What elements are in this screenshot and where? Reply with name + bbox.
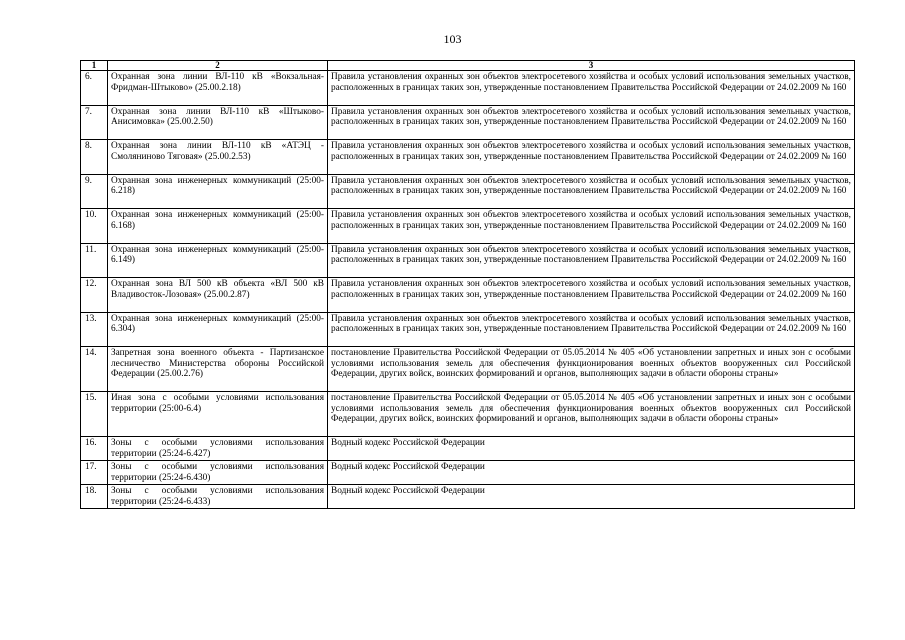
column-header-1: 1 [81, 61, 108, 71]
table-row [81, 347, 855, 392]
table-row [81, 278, 855, 313]
row-number: 8. [81, 140, 108, 175]
table-row [81, 140, 855, 175]
page-number: 103 [443, 32, 462, 46]
zone-name: Зоны с особыми условиями использования территории (25:24-6.433) [108, 485, 328, 509]
table-row [81, 174, 855, 209]
legal-basis: Правила установления охранных зон объектов электросетевого хозяйства и особых условий использования земельных участков, расположенных в границах таких зон, утвержденные постановлением Правительства Российской Федерации от 24.02.2009 № 160 [328, 312, 855, 347]
row-number: 13. [81, 312, 108, 347]
legal-basis: постановление Правительства Российской Федерации от 05.05.2014 № 405 «Об установлении запретных и иных зон с особыми условиями использования земель для обеспечения функционирования военных объектов вооруженных сил Российской Федерации, других войск, воинских формирований и органов, выполняющих задачи в области обороны страны» [328, 392, 855, 437]
row-number: 16. [81, 437, 108, 461]
zone-name: Охранная зона инженерных коммуникаций (25:00-6.149) [108, 243, 328, 278]
row-number: 12. [81, 278, 108, 313]
legal-basis: постановление Правительства Российской Федерации от 05.05.2014 № 405 «Об установлении запретных и иных зон с особыми условиями использования земель для обеспечения функционирования военных объектов вооруженных сил Российской Федерации, других войск, воинских формирований и органов, выполняющих задачи в области обороны страны» [328, 347, 855, 392]
legal-basis: Правила установления охранных зон объектов электросетевого хозяйства и особых условий использования земельных участков, расположенных в границах таких зон, утвержденные постановлением Правительства Российской Федерации от 24.02.2009 № 160 [328, 105, 855, 140]
legal-basis: Правила установления охранных зон объектов электросетевого хозяйства и особых условий использования земельных участков, расположенных в границах таких зон, утвержденные постановлением Правительства Российской Федерации от 24.02.2009 № 160 [328, 71, 855, 106]
table-row [81, 243, 855, 278]
legal-basis: Водный кодекс Российской Федерации [328, 461, 855, 485]
zone-name: Охранная зона линии ВЛ-110 кВ «АТЭЦ - Смоляниново Тяговая» (25.00.2.53) [108, 140, 328, 175]
row-number: 14. [81, 347, 108, 392]
legal-basis: Правила установления охранных зон объектов электросетевого хозяйства и особых условий использования земельных участков, расположенных в границах таких зон, утвержденные постановлением Правительства Российской Федерации от 24.02.2009 № 160 [328, 243, 855, 278]
zone-name: Охранная зона инженерных коммуникаций (25:00-6.168) [108, 209, 328, 244]
legal-basis: Правила установления охранных зон объектов электросетевого хозяйства и особых условий использования земельных участков, расположенных в границах таких зон, утвержденные постановлением Правительства Российской Федерации от 24.02.2009 № 160 [328, 278, 855, 313]
table-header-row [81, 61, 855, 71]
table-row [81, 461, 855, 485]
legal-basis: Водный кодекс Российской Федерации [328, 437, 855, 461]
table-row [81, 105, 855, 140]
table-row [81, 392, 855, 437]
legal-basis: Правила установления охранных зон объектов электросетевого хозяйства и особых условий использования земельных участков, расположенных в границах таких зон, утвержденные постановлением Правительства Российской Федерации от 24.02.2009 № 160 [328, 174, 855, 209]
table-row [81, 71, 855, 106]
zone-name: Охранная зона линии ВЛ-110 кВ «Штыково-Анисимовка» (25.00.2.50) [108, 105, 328, 140]
table-row [81, 312, 855, 347]
column-header-3: 3 [328, 61, 855, 71]
legal-basis: Правила установления охранных зон объектов электросетевого хозяйства и особых условий использования земельных участков, расположенных в границах таких зон, утвержденные постановлением Правительства Российской Федерации от 24.02.2009 № 160 [328, 140, 855, 175]
zone-name: Охранная зона ВЛ 500 кВ объекта «ВЛ 500 кВ Владивосток-Лозовая» (25.00.2.87) [108, 278, 328, 313]
row-number: 7. [81, 105, 108, 140]
table-row [81, 437, 855, 461]
zone-name: Зоны с особыми условиями использования территории (25:24-6.427) [108, 437, 328, 461]
table-row [81, 209, 855, 244]
row-number: 9. [81, 174, 108, 209]
table-row [81, 485, 855, 509]
row-number: 6. [81, 71, 108, 106]
legal-basis: Правила установления охранных зон объектов электросетевого хозяйства и особых условий использования земельных участков, расположенных в границах таких зон, утвержденные постановлением Правительства Российской Федерации от 24.02.2009 № 160 [328, 209, 855, 244]
row-number: 11. [81, 243, 108, 278]
zone-name: Охранная зона инженерных коммуникаций (25:00-6.304) [108, 312, 328, 347]
zone-name: Охранная зона линии ВЛ-110 кВ «Вокзальная-Фридман-Штыково» (25.00.2.18) [108, 71, 328, 106]
legal-basis: Водный кодекс Российской Федерации [328, 485, 855, 509]
column-header-2: 2 [108, 61, 328, 71]
zone-name: Охранная зона инженерных коммуникаций (25:00-6.218) [108, 174, 328, 209]
zone-name: Запретная зона военного объекта - Партизанское лесничество Министерства обороны Российской Федерации (25.00.2.76) [108, 347, 328, 392]
row-number: 18. [81, 485, 108, 509]
zone-name: Зоны с особыми условиями использования территории (25:24-6.430) [108, 461, 328, 485]
zones-table [80, 60, 855, 509]
row-number: 15. [81, 392, 108, 437]
zone-name: Иная зона с особыми условиями использования территории (25:00-6.4) [108, 392, 328, 437]
row-number: 10. [81, 209, 108, 244]
row-number: 17. [81, 461, 108, 485]
